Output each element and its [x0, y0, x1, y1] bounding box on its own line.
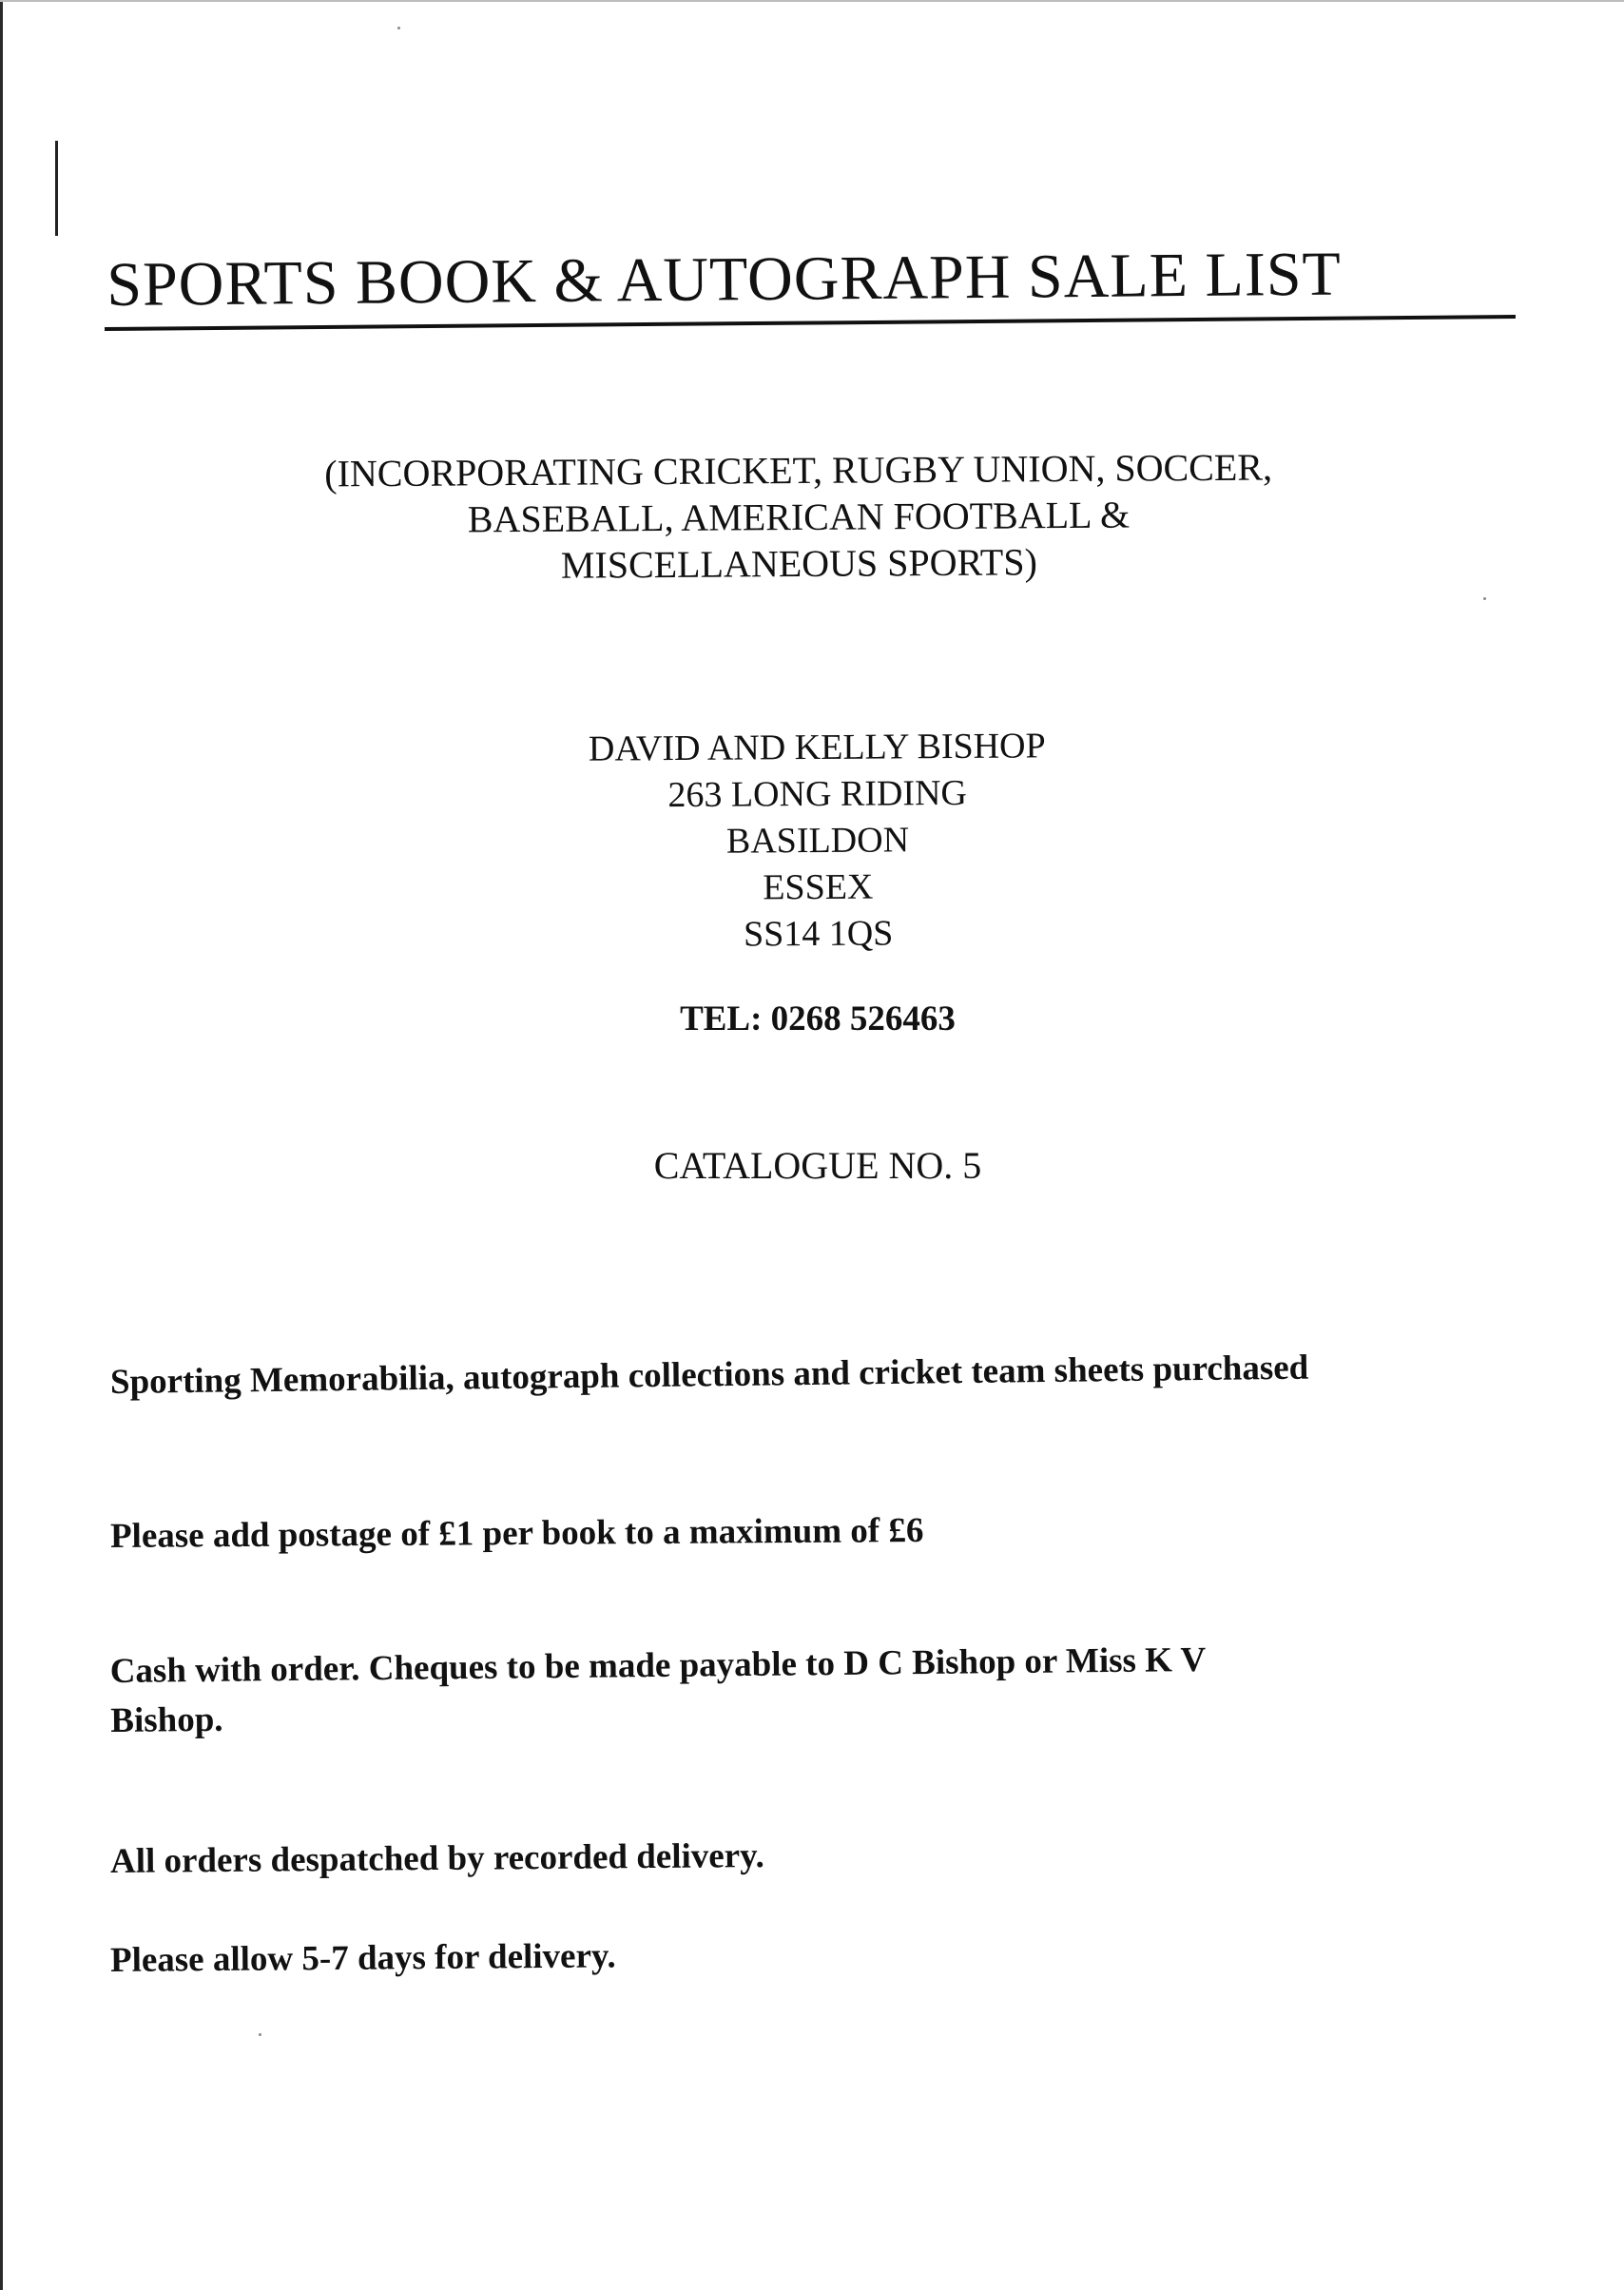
address-county: ESSEX: [763, 866, 874, 908]
payment-note-line: Bishop.: [110, 1699, 223, 1740]
scan-edge-left: [0, 0, 3, 2290]
payment-note: [109, 1636, 1207, 1746]
address-town: BASILDON: [725, 820, 910, 862]
subtitle: [228, 443, 1370, 591]
scan-speck: [1483, 597, 1486, 600]
seller-address: [436, 722, 1199, 961]
seller-name: DAVID AND KELLY BISHOP: [588, 726, 1046, 769]
payment-note-line: Cash with order. Cheques to be made payable to D C Bishop or Miss K V: [109, 1640, 1207, 1692]
subtitle-line: (INCORPORATING CRICKET, RUGBY UNION, SOCCER,: [324, 445, 1273, 495]
telephone-number: TEL: 0268 526463: [680, 999, 956, 1038]
scan-speck: [259, 2033, 261, 2036]
subtitle-line: BASEBALL, AMERICAN FOOTBALL &: [467, 493, 1131, 541]
address-street: 263 LONG RIDING: [667, 772, 968, 816]
delivery-time-note: Please allow 5-7 days for delivery.: [109, 1936, 616, 1980]
address-postcode: SS14 1QS: [743, 913, 894, 955]
scan-speck: [397, 27, 400, 29]
despatch-note: All orders despatched by recorded delivery.: [109, 1835, 765, 1881]
catalogue-number: CATALOGUE NO. 5: [653, 1144, 982, 1187]
scan-edge-top: [0, 0, 1624, 2]
subtitle-line: MISCELLANEOUS SPORTS): [560, 540, 1037, 587]
binder-mark: [55, 141, 58, 236]
postage-note: Please add postage of £1 per book to a maximum of £6: [109, 1511, 924, 1556]
memorabilia-note: Sporting Memorabilia, autograph collections and cricket team sheets purchased: [109, 1348, 1309, 1402]
page-title: SPORTS BOOK & AUTOGRAPH SALE LIST: [106, 239, 1343, 320]
